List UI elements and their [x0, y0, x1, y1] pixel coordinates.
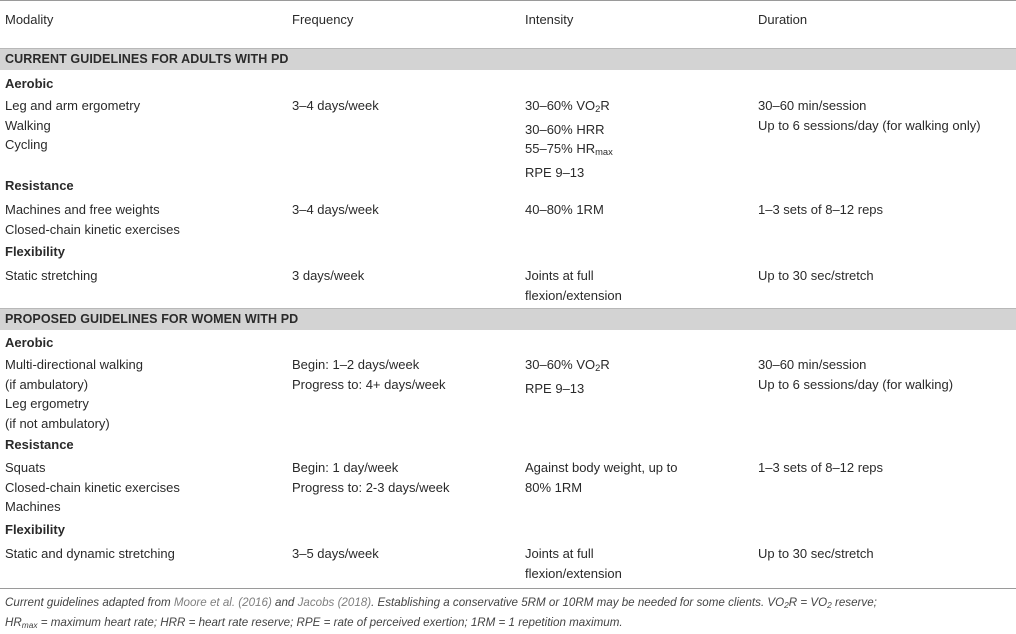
subscript: 2 [827, 600, 832, 610]
duration-cell [758, 355, 953, 394]
modality-cell [5, 458, 180, 517]
table-header [0, 0, 1016, 42]
table-cell-line: (if not ambulatory) [5, 415, 110, 431]
footnote-text: . Establishing a conservative 5RM or 10RM may be needed for some clients. VO [371, 596, 785, 609]
frequency-cell [292, 544, 379, 564]
table-cell-line: 1–3 sets of 8–12 reps [758, 202, 884, 217]
footnote-text: Current guidelines adapted from [5, 596, 174, 609]
table-cell-line: Squats [5, 460, 46, 475]
table-cell-line [525, 355, 610, 379]
table-cell-line: Leg ergometry [5, 396, 89, 411]
header-frequency: Frequency [292, 12, 354, 27]
intensity-text: 30–60% VO [525, 357, 596, 372]
frequency-cell [292, 266, 364, 286]
footnote-text: reserve; [831, 596, 877, 609]
frequency-cell [292, 96, 379, 116]
table-cell-line: 40–80% 1RM [525, 202, 604, 217]
intensity-cell [525, 266, 622, 305]
table-cell-line: 3–4 days/week [292, 202, 379, 217]
group-title: Aerobic [5, 76, 54, 91]
table-cell-line: (if ambulatory) [5, 376, 89, 392]
duration-cell [758, 544, 874, 564]
table-cell-line: Joints at full [525, 546, 594, 561]
table-cell-line: 3–4 days/week [292, 98, 379, 113]
table-cell-line: Machines and free weights [5, 202, 160, 217]
table-cell-line: Begin: 1–2 days/week [292, 357, 420, 372]
intensity-text: 30–60% VO [525, 98, 596, 113]
subscript: 2 [595, 363, 601, 373]
subscript: max [21, 620, 38, 630]
table-cell-line: 3 days/week [292, 268, 365, 283]
group-title: Flexibility [5, 522, 65, 537]
table-cell-line: Against body weight, up to [525, 460, 678, 475]
table-cell-line: Static and dynamic stretching [5, 546, 175, 561]
table-cell-line: Up to 6 sessions/day (for walking) [758, 376, 954, 392]
table-cell-line: Progress to: 2-3 days/week [292, 479, 450, 495]
modality-cell [5, 355, 143, 433]
table-cell-line: 30–60 min/session [758, 98, 867, 113]
table-cell-line: Up to 30 sec/stretch [758, 546, 874, 561]
table-cell-line: RPE 9–13 [525, 380, 585, 396]
intensity-text: 55–75% HR [525, 141, 596, 156]
table-cell-line: Cycling [5, 137, 48, 152]
table-cell-line [525, 139, 613, 163]
table-cell-line: Leg and arm ergometry [5, 98, 141, 113]
intensity-cell [525, 355, 610, 398]
section-band-current [0, 48, 1016, 70]
table-cell-line: Multi-directional walking [5, 357, 143, 372]
section-title-proposed: PROPOSED GUIDELINES FOR WOMEN WITH PD [5, 312, 299, 326]
header-intensity: Intensity [525, 12, 574, 27]
table-cell-line: 30–60% HRR [525, 121, 605, 137]
header-duration: Duration [758, 12, 808, 27]
group-title: Resistance [5, 437, 74, 452]
duration-cell [758, 200, 883, 220]
table-cell-line [525, 96, 613, 120]
footnote-text: R = VO [788, 596, 828, 609]
table-cell-line: flexion/extension [525, 565, 622, 581]
intensity-cell [525, 96, 613, 182]
table-cell-line: 80% 1RM [525, 479, 583, 495]
footnote-text: and [271, 596, 298, 609]
intensity-cell [525, 458, 678, 497]
frequency-cell [292, 200, 379, 220]
table-cell-line: Closed-chain kinetic exercises [5, 479, 180, 495]
duration-cell [758, 458, 883, 478]
table-cell-line: Joints at full [525, 268, 594, 283]
group-title: Resistance [5, 178, 74, 193]
duration-cell [758, 96, 981, 135]
intensity-tail: R [600, 357, 610, 372]
table-cell-line: 3–5 days/week [292, 546, 379, 561]
intensity-cell [525, 200, 604, 220]
table-cell-line: Progress to: 4+ days/week [292, 376, 446, 392]
group-title: Aerobic [5, 335, 54, 350]
table-cell-line: Machines [5, 499, 61, 514]
table-cell-line: Begin: 1 day/week [292, 460, 399, 475]
footnote-text: = maximum heart rate; HRR = heart rate reserve; RPE = rate of perceived exertion; 1RM = 1 repetition maximum. [37, 616, 623, 629]
table-cell-line: RPE 9–13 [525, 164, 585, 180]
table-cell-line: Static stretching [5, 268, 98, 283]
frequency-cell [292, 355, 446, 394]
duration-cell [758, 266, 874, 286]
subscript: 2 [595, 104, 601, 114]
footnote-text: HR [5, 616, 22, 629]
table-cell-line: 1–3 sets of 8–12 reps [758, 460, 884, 475]
table-cell-line: 30–60 min/session [758, 357, 867, 372]
header-modality: Modality [5, 12, 54, 27]
table-cell-line: flexion/extension [525, 287, 622, 303]
reference-link-jacobs[interactable]: Jacobs (2018) [297, 596, 372, 609]
table-cell-line: Up to 30 sec/stretch [758, 268, 874, 283]
reference-link-moore[interactable]: Moore et al. (2016) [173, 596, 272, 609]
subscript: 2 [784, 600, 789, 610]
subscript: max [595, 147, 613, 157]
table-bottom-rule [0, 588, 1016, 589]
table-cell-line: Closed-chain kinetic exercises [5, 221, 180, 237]
group-title: Flexibility [5, 244, 65, 259]
modality-cell [5, 544, 175, 564]
intensity-cell [525, 544, 622, 583]
modality-cell [5, 96, 140, 155]
modality-cell [5, 200, 180, 239]
section-band-proposed [0, 308, 1016, 330]
table-footnote [5, 594, 1013, 634]
intensity-tail: R [600, 98, 610, 113]
table-cell-line: Walking [5, 117, 51, 133]
section-title-current: CURRENT GUIDELINES FOR ADULTS WITH PD [5, 52, 289, 66]
modality-cell [5, 266, 98, 286]
table-cell-line: Up to 6 sessions/day (for walking only) [758, 117, 981, 133]
frequency-cell [292, 458, 450, 497]
